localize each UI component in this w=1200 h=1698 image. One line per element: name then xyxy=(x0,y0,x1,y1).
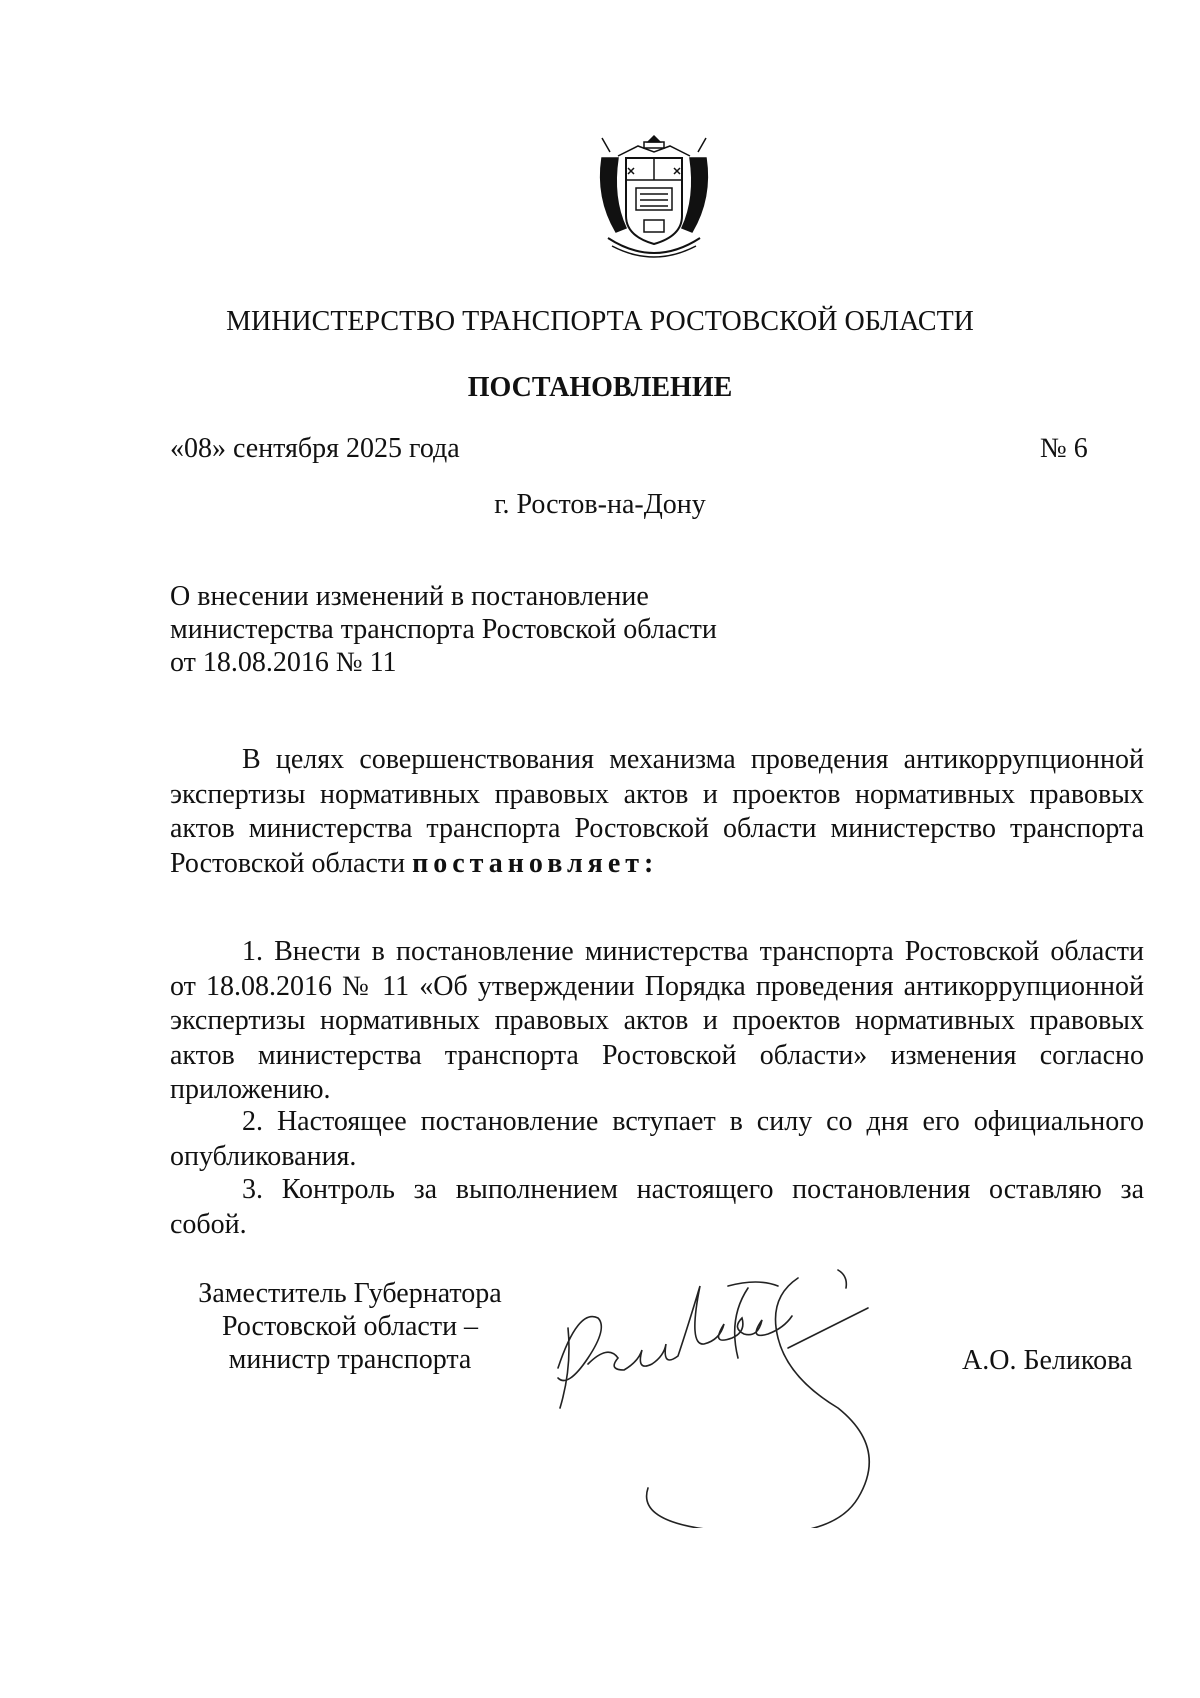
item-paragraph: 3. Контроль за выполнением настоящего постановления оставляю за собой. xyxy=(170,1174,1144,1240)
document-type: ПОСТАНОВЛЕНИЕ xyxy=(467,372,733,403)
position-line: Ростовской области – xyxy=(221,1311,479,1342)
preamble-paragraph xyxy=(170,743,1144,881)
position-line: министр транспорта xyxy=(228,1344,472,1375)
item-paragraph: 1. Внести в постановление министерства транспорта Ростовской области от 18.08.2016 № 11 «Об утверждении Порядка проведения антикоррупционной экспертизы нормативных правовых актов и проектов нормативных правовых актов министерства транспорта Ростовской области» изменения согласно приложению. xyxy=(170,936,1144,1105)
subject-line: О внесении изменений в постановление xyxy=(170,581,649,612)
subject-line: министерства транспорта Ростовской области xyxy=(170,614,717,645)
signer-position xyxy=(170,1277,530,1376)
document-subject xyxy=(170,580,717,679)
coat-of-arms-icon xyxy=(588,128,720,268)
document-city: г. Ростов-на-Дону xyxy=(494,489,706,520)
document-date: «08» сентября 2025 года xyxy=(170,433,460,464)
ministry-title: МИНИСТЕРСТВО ТРАНСПОРТА РОСТОВСКОЙ ОБЛАСТИ xyxy=(226,306,974,337)
preamble-text: В целях совершенствования механизма проведения антикоррупционной экспертизы нормативных правовых актов и проектов нормативных правовых актов министерства транспорта Ростовской области министерство транспорта Ростовской области xyxy=(170,744,1144,879)
subject-line: от 18.08.2016 № 11 xyxy=(170,647,397,678)
signer-name: А.О. Беликова xyxy=(962,1345,1133,1376)
handwritten-signature xyxy=(548,1268,948,1528)
item-paragraph: 2. Настоящее постановление вступает в силу со дня его официального опубликования. xyxy=(170,1106,1144,1172)
preamble-emphasis: постановляет: xyxy=(412,847,659,879)
position-line: Заместитель Губернатора xyxy=(198,1278,502,1309)
document-number: № 6 xyxy=(1040,433,1088,464)
